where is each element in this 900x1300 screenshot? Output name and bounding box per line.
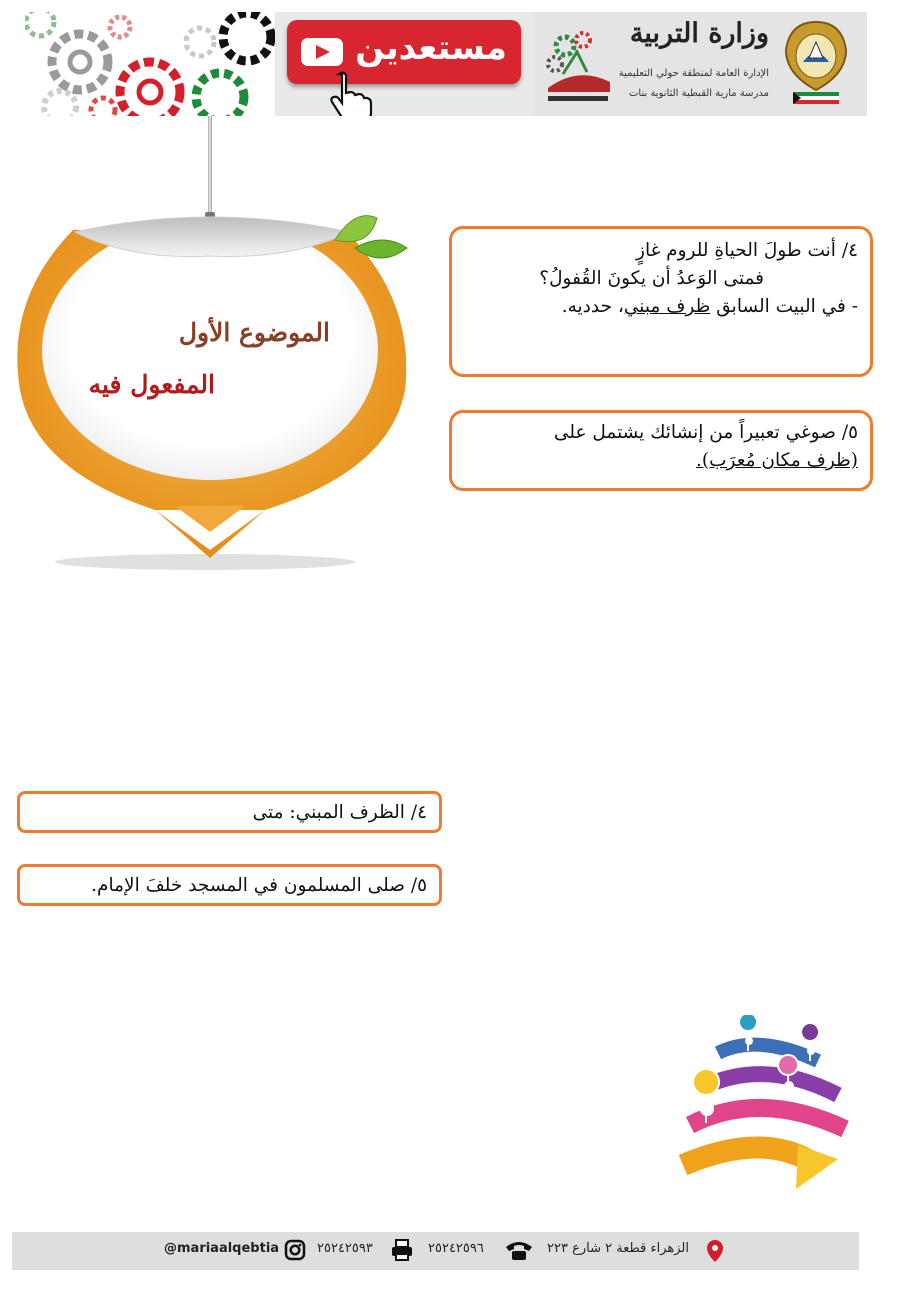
header-banner [25,12,867,116]
question-4-line-3-suffix: ، حدديه. [561,296,624,317]
footer-address: الزهراء قطعة ٢ شارع ٢٢٣ [547,1241,689,1256]
question-4-underlined: ظرف مبني [623,296,711,317]
telephone-icon [504,1239,534,1261]
ministry-emblem [779,18,853,108]
school-logo [543,26,613,106]
pointer-hand-icon [325,70,373,116]
school-name: مدرسة مارية القبطية الثانوية بنات [629,88,769,99]
answer-4-text: ٤/ الظرف المبني: متى [252,802,427,823]
play-icon [301,38,343,66]
roadmap-illustration [678,1015,850,1200]
question-5-line-1: ٥/ صوغي تعبيراً من إنشائك يشتمل على [553,422,858,443]
gears-graphic [25,12,275,116]
hanging-string [208,116,212,216]
question-5-box [449,410,873,491]
instagram-icon[interactable] [284,1239,306,1261]
ministry-subtitle: الإدارة العامة لمنطقة حولي التعليمية [618,68,769,79]
answer-5-text: ٥/ صلى المسلمون في المسجد خلفَ الإمام. [91,875,427,896]
footer-instagram[interactable]: @mariaalqebtia [164,1241,280,1256]
topic-subtitle: المفعول فيه [88,370,215,399]
question-4-box [449,226,873,377]
topic-pendant [15,210,415,580]
answer-5-box [17,864,442,906]
question-4-line-3 [460,293,858,321]
ministry-block [535,12,867,116]
question-4-line-2: فمتى الوَعدُ أن يكونَ القُفولُ؟ [539,268,764,289]
answer-4-box [17,791,442,833]
question-5-line-2: (ظرف مكان مُعرَب). [696,450,858,471]
ready-button-label: مستعدين [355,28,507,68]
question-4-line-3-prefix: - في البيت السابق [710,296,858,317]
map-pin-icon [706,1239,724,1263]
topic-title: الموضوع الأول [178,318,330,347]
ready-button[interactable] [287,20,521,84]
ministry-title: وزارة التربية [629,18,769,49]
question-4-line-1: ٤/ أنت طولَ الحياةِ للروم غازٍ [636,240,858,261]
footer-phone: ٢٥٢٤٢٥٩٦ [428,1241,484,1256]
footer-bar [12,1232,859,1270]
footer-fax: ٢٥٢٤٢٥٩٣ [317,1241,373,1256]
fax-icon [390,1239,414,1261]
